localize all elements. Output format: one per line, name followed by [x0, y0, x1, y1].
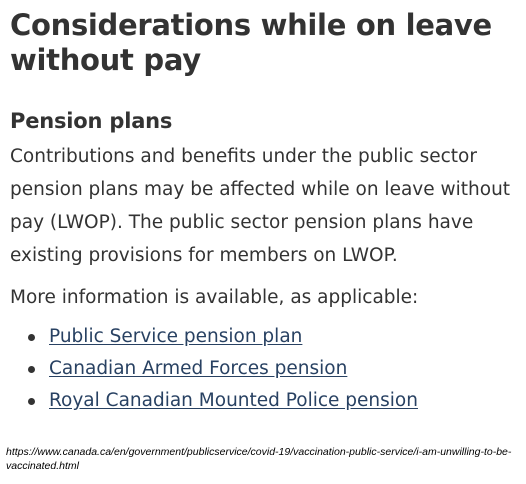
- more-info-text: More information is available, as applicable:: [10, 287, 419, 308]
- source-url: https://www.canada.ca/en/government/publicservice/covid-19/vaccination-public-service/i-am-unwilling-to-be-vaccinated.html: [6, 446, 512, 472]
- bullet-icon: [28, 334, 35, 341]
- article-content: [10, 0, 520, 417]
- bullet-icon: [28, 398, 35, 405]
- pension-links-list: [10, 321, 520, 417]
- bullet-icon: [28, 366, 35, 373]
- list-item: [49, 321, 520, 353]
- page-title: Considerations while on leave without pay: [10, 8, 492, 77]
- intro-paragraph: Contributions and benefits under the public sector pension plans may be affected while on leave without pay (LWOP). The public sector pension plans have existing provisions for members on LWOP.: [10, 146, 511, 266]
- rcmp-pension-link[interactable]: Royal Canadian Mounted Police pension: [49, 390, 418, 411]
- section-heading: Pension plans: [10, 109, 173, 133]
- list-item: [49, 353, 520, 385]
- list-item: [49, 385, 520, 417]
- public-service-pension-link[interactable]: Public Service pension plan: [49, 326, 303, 347]
- armed-forces-pension-link[interactable]: Canadian Armed Forces pension: [49, 358, 348, 379]
